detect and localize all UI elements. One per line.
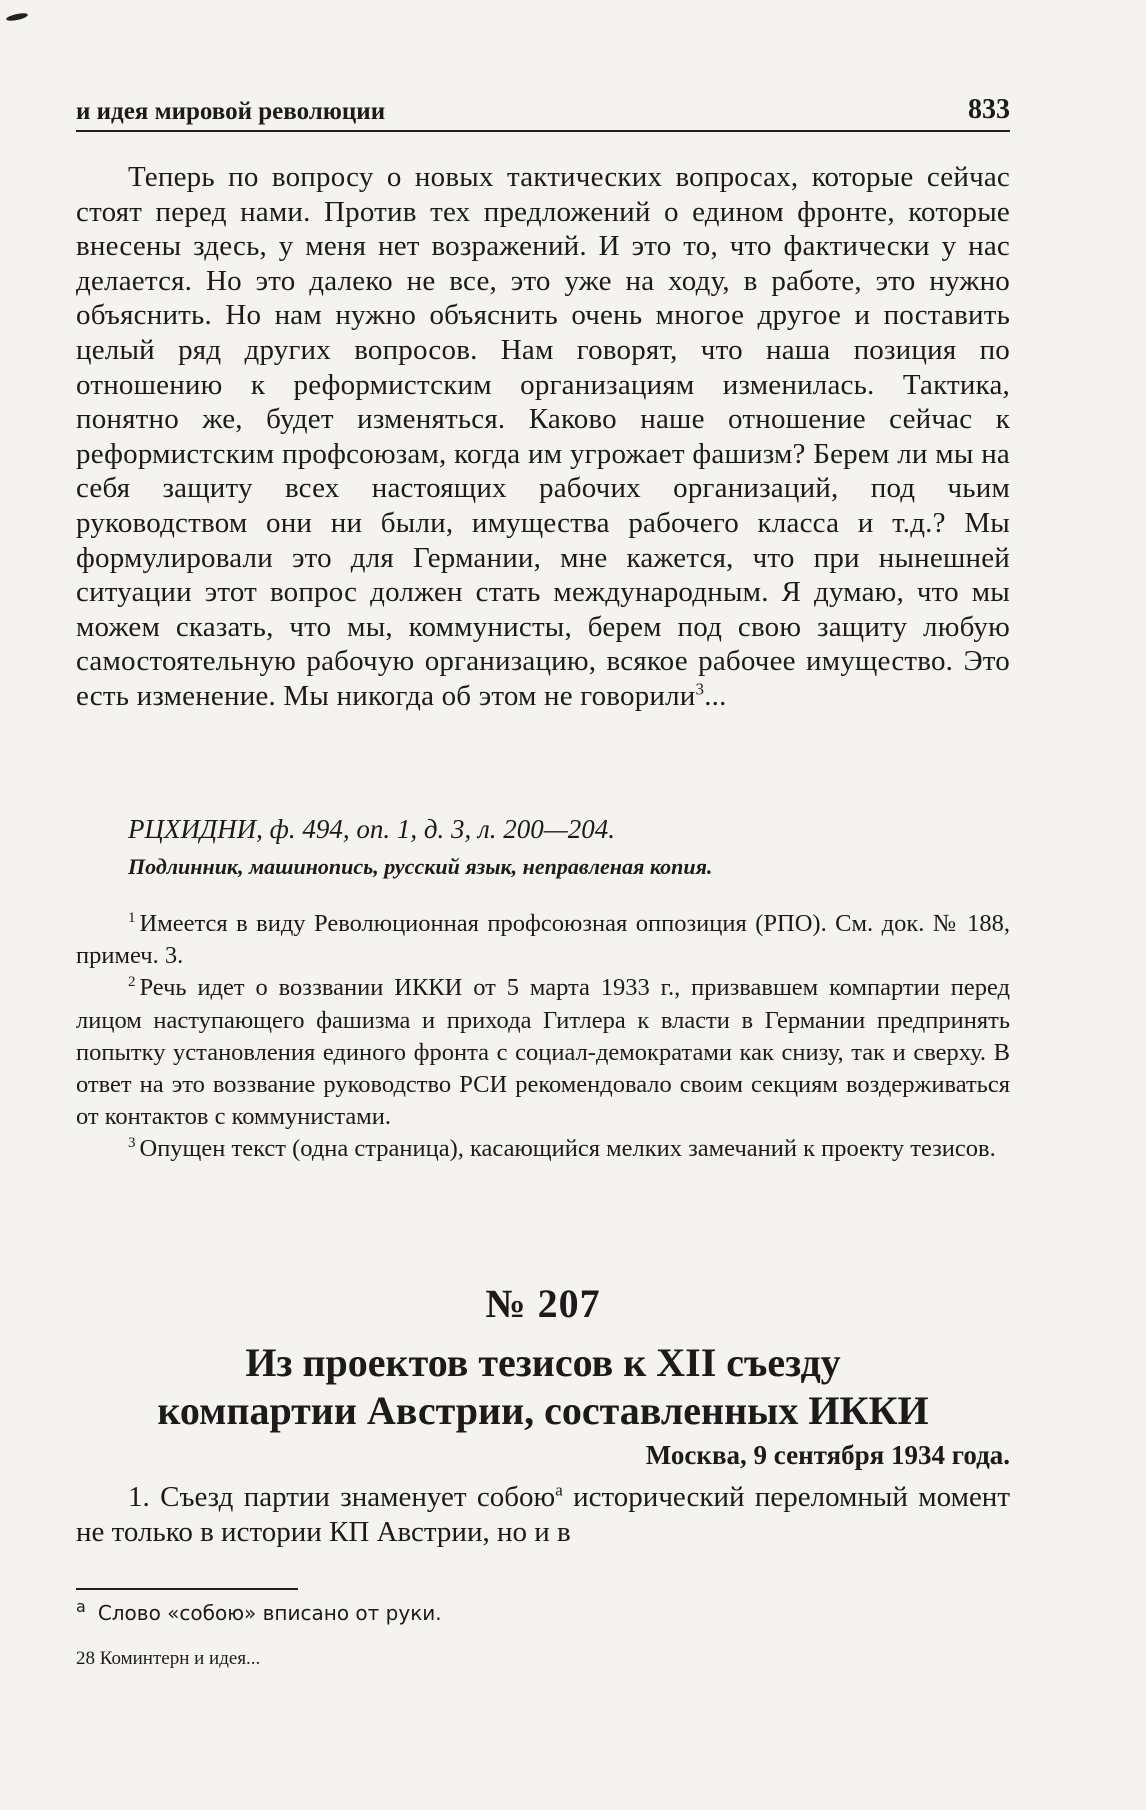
main-paragraph-ellipsis: ... (704, 679, 727, 712)
document-body-start: 1. Съезд партии знаменует собою (128, 1481, 556, 1513)
book-page (76, 0, 1010, 1810)
archive-reference: РЦХИДНИ, ф. 494, оп. 1, д. 3, л. 200—204. (128, 814, 616, 844)
document-title (76, 1339, 1010, 1435)
endnote (76, 908, 1010, 972)
archive-description: Подлинник, машинопись, русский язык, неправленая копия. (128, 854, 713, 879)
endnote (76, 972, 1010, 1133)
endnote-marker: 2 (128, 974, 136, 991)
document-number: № 207 (485, 1281, 601, 1326)
main-paragraph-text: Теперь по вопросу о новых тактических вопросах, которые сейчас стоят перед нами. Против тех предложений о едином фронте, которые внесены здесь, у меня нет возражений. И это то, что фактически у нас делается. Но это далеко не все, это уже на ходу, в работе, это нужно объяснить. Но нам нужно объяснить очень многое другое и поставить целый ряд других вопросов. Нам говорят, что наша позиция по отношению к реформистским организациям изменилась. Тактика, понятно же, будет изменяться. Каково наше отношение сейчас к реформистским профсоюзам, когда им угрожает фашизм? Берем ли мы на себя защиту всех настоящих рабочих организаций, под чьим руководством они ни были, имущества рабочего класса и т.д.? Мы формулировали это для Германии, мне кажется, что при нынешней ситуации этот вопрос должен стать международным. Я думаю, что мы можем сказать, что мы, коммунисты, берем под свою защиту любую самостоятельную рабочую организацию, всякое рабочее имущество. Это есть изменение. Мы никогда об этом не говорили (76, 161, 1010, 712)
endnote-marker: 3 (128, 1135, 136, 1152)
endnote-text: Опущен текст (одна страница), касающийся мелких замечаний к проекту тезисов. (139, 1135, 996, 1163)
running-head (76, 96, 1010, 132)
footnote-marker: а (76, 1597, 86, 1617)
footnote-ref-a: а (555, 1480, 563, 1500)
endnote-text: Имеется в виду Революционная профсоюзная оппозиция (РПО). См. док. № 188, примеч. 3. (76, 910, 1010, 970)
document-body-end: исторический переломный момент не только в истории КП Австрии, но и в (76, 1481, 1011, 1548)
footnote (76, 1597, 442, 1625)
page-number: 833 (968, 94, 1010, 125)
endnotes (76, 908, 1010, 1166)
footnote-text: Слово «собою» вписано от руки. (97, 1601, 442, 1625)
endnote-marker: 1 (128, 909, 136, 926)
endnote (76, 1133, 1010, 1165)
document-title-line: Из проектов тезисов к XII съезду (245, 1340, 841, 1385)
archive-source (128, 810, 1008, 886)
ink-mark (6, 12, 29, 22)
document-body (76, 1480, 1010, 1549)
document-date: Москва, 9 сентября 1934 года. (645, 1440, 1010, 1470)
footnote-divider (76, 1588, 298, 1590)
endnote-text: Речь идет о воззвании ИККИ от 5 марта 1933 г., призвавшем компартии перед лицом наступающего фашизма и прихода Гитлера к власти в Германии предпринять попытку установления единого фронта с социал-демократами как снизу, так и сверху. В ответ на это воззвание руководство РСИ рекомендовало своим секциям воздерживаться от контактов с коммунистами. (76, 974, 1010, 1131)
document-title-line: компартии Австрии, составленных ИККИ (157, 1388, 929, 1433)
printer-signature: 28 Коминтерн и идея... (76, 1648, 261, 1669)
running-head-title: и идея мировой революции (76, 98, 386, 125)
footnote-ref-3: 3 (695, 679, 705, 699)
main-paragraph (76, 160, 1010, 714)
